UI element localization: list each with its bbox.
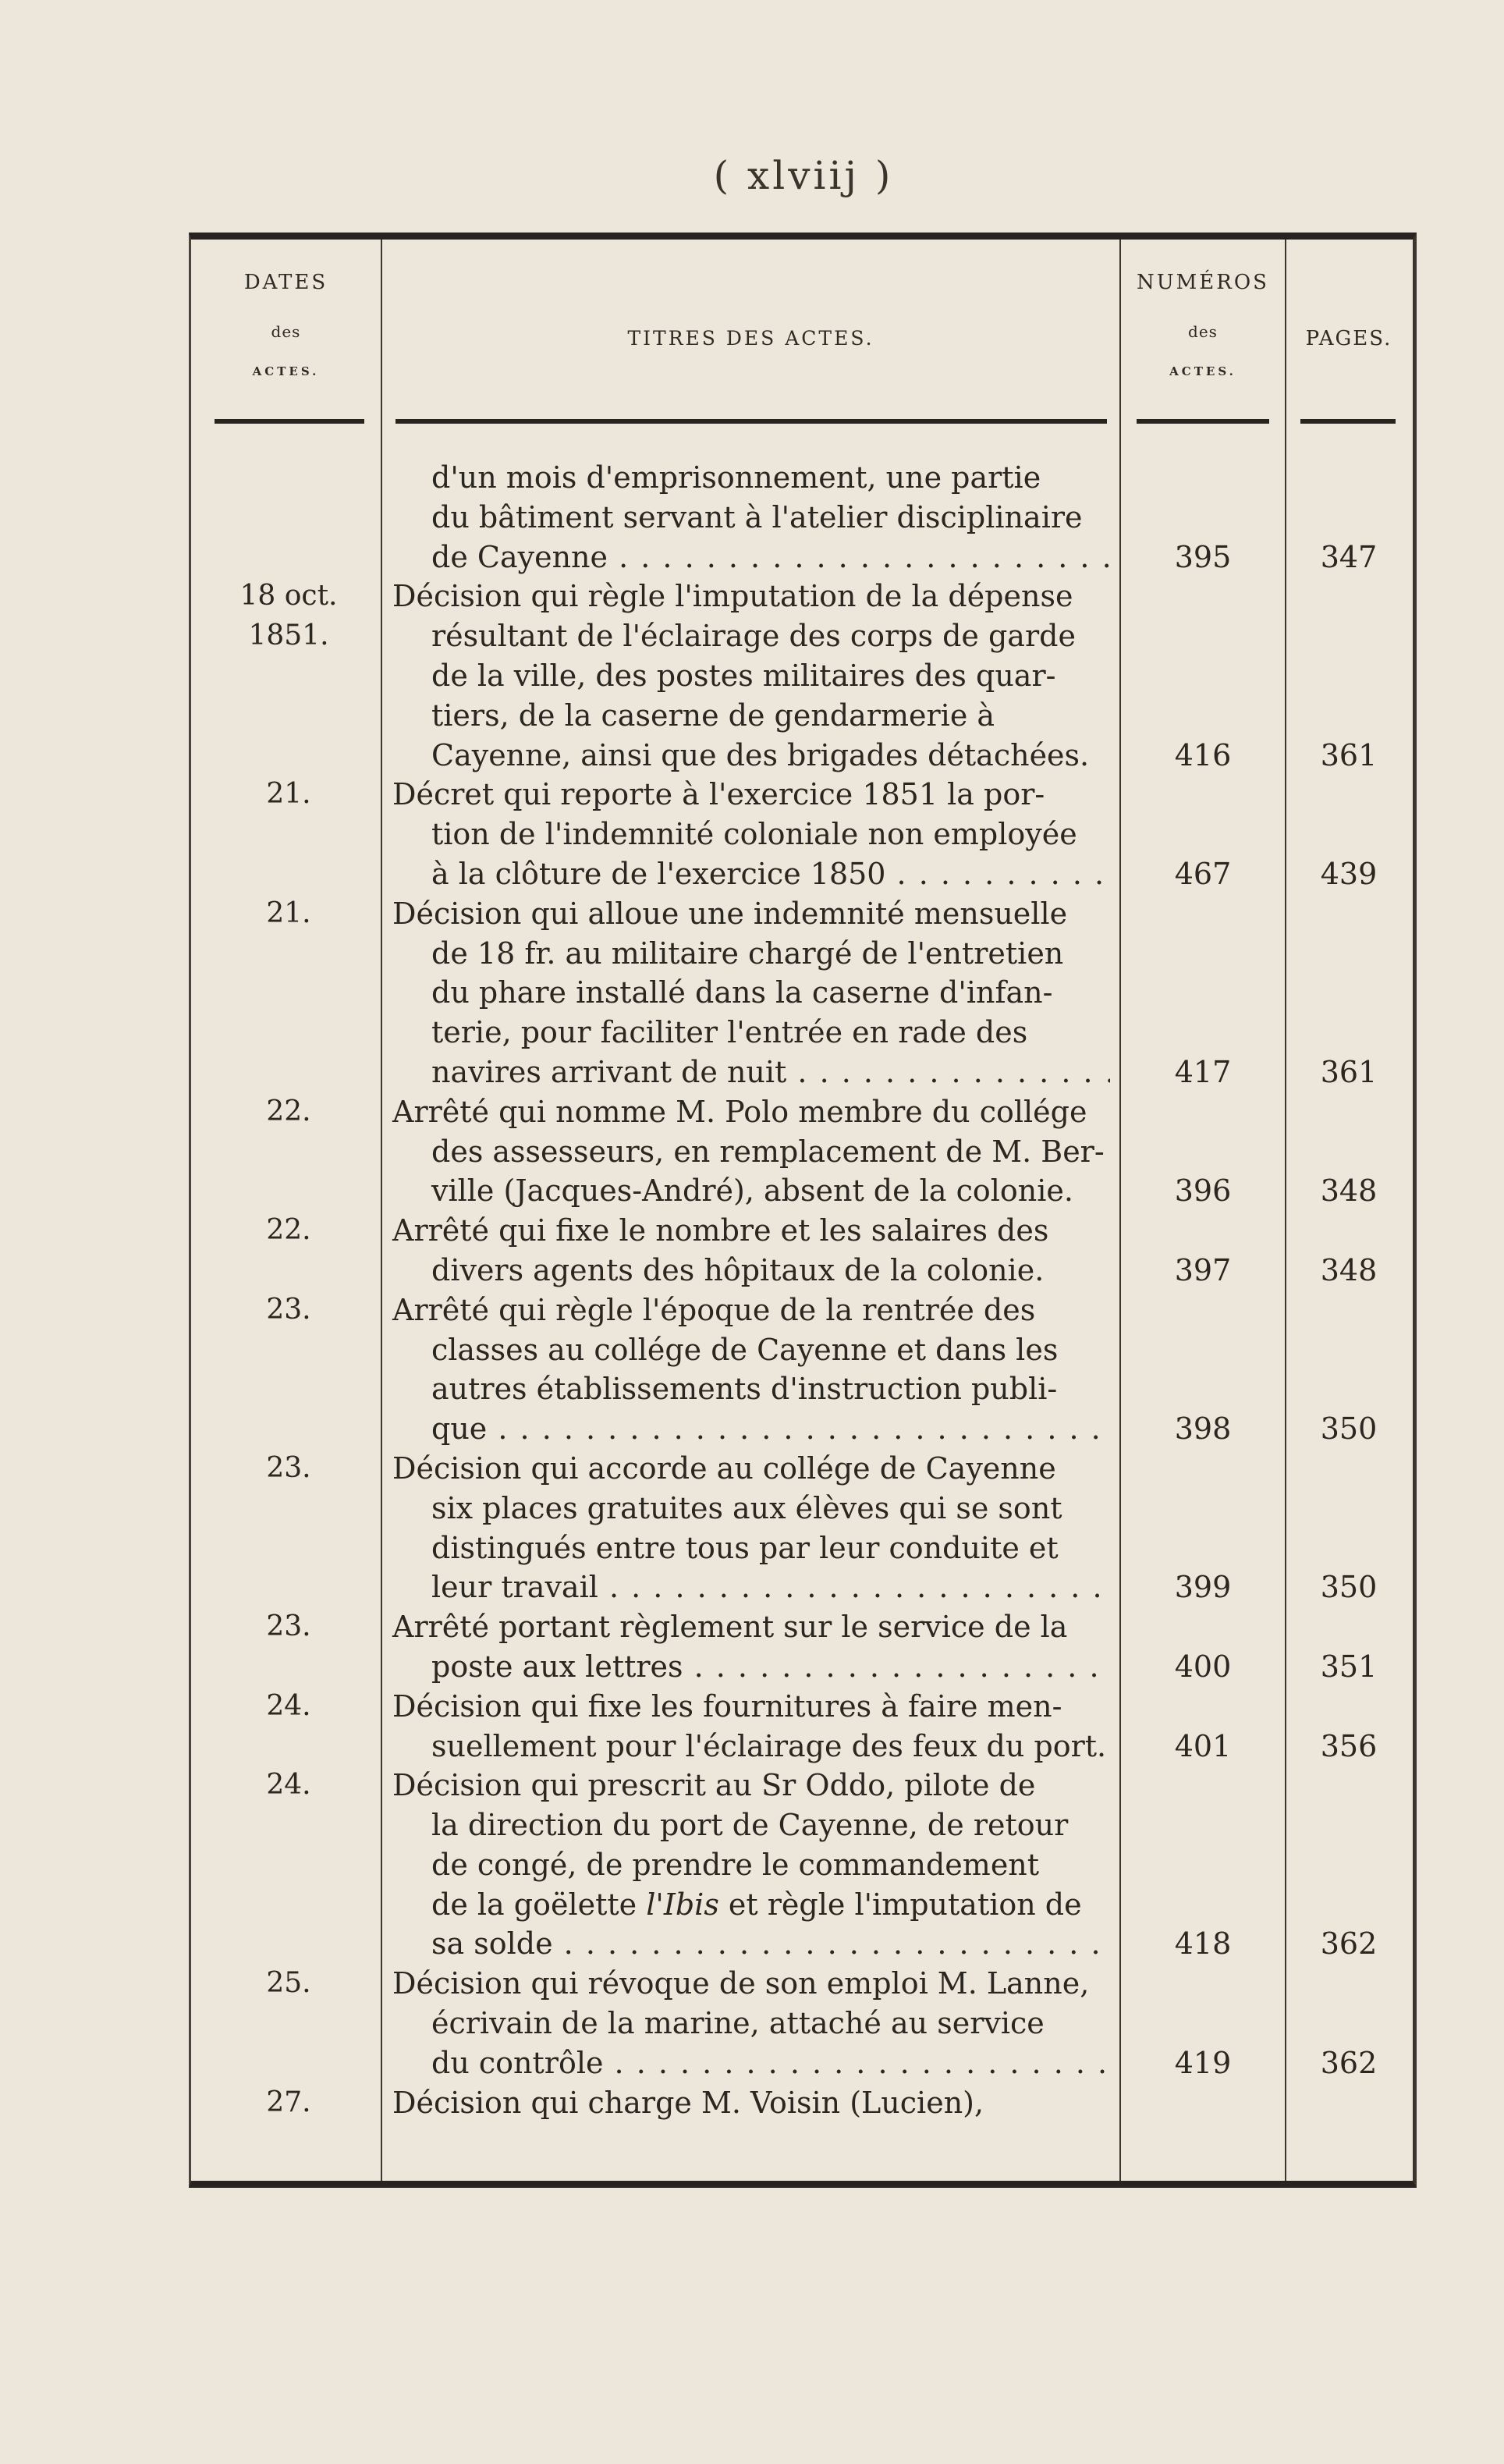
act-number: 399 [1174,1570,1232,1605]
header-pages: PAGES. [1305,327,1392,350]
title-line: classes au collége de Cayenne et dans les [431,1332,1059,1367]
table-row [191,1291,1413,1449]
act-date: 22. [266,1095,311,1127]
act-date: 23. [266,1293,311,1326]
title-line: la direction du port de Cayenne, de retour [431,1808,1069,1843]
title-line: tion de l'indemnité coloniale non employée [431,817,1077,852]
header-numeros-main: NUMÉROS [1137,271,1269,294]
act-date: 24. [266,1769,311,1802]
title-line: Décret qui reporte à l'exercice 1851 la por- [392,777,1045,812]
table-row [191,1211,1413,1291]
header-numeros-sub: des [1188,322,1218,341]
page-number: 362 [1320,2045,1378,2080]
index-table [189,233,1417,2188]
title-line: de la goëlette l'Ibis et règle l'imputation de [431,1887,1082,1922]
table-header [191,240,1413,427]
title-line: que . . . [392,1409,1110,1449]
act-date: 24. [266,1689,311,1722]
act-number: 419 [1174,2045,1232,2080]
table-row [191,1964,1413,2082]
running-head: ( xlviij ) [713,153,894,198]
act-title [392,1211,1110,1291]
title-line: divers agents des hôpitaux de la colonie. [431,1252,1045,1287]
table-row [191,1766,1413,1964]
title-line: résultant de l'éclairage des corps de garde [431,619,1076,654]
act-title [392,894,1110,1092]
page-number: 361 [1320,737,1378,772]
title-line: sa solde . . . [392,1924,1110,1964]
title-line: distingués entre tous par leur conduite et [431,1530,1059,1565]
act-number: 397 [1174,1252,1232,1287]
title-line: Décision qui alloue une indemnité mensuelle [392,896,1068,931]
table-body [191,458,1413,2122]
header-dates [191,271,381,378]
act-date: 18 oct. 1851. [239,580,338,652]
title-line: terie, pour faciliter l'entrée en rade des [431,1015,1028,1050]
title-line: suellement pour l'éclairage des feux du port. [431,1728,1107,1763]
header-titres: TITRES DES ACTES. [627,327,874,350]
act-title [392,1766,1110,1964]
title-line: leur travail . . . [392,1568,1110,1607]
act-title [392,577,1110,775]
act-number: 401 [1174,1728,1232,1763]
title-line: du contrôle . . . [392,2043,1110,2083]
title-line: du phare installé dans la caserne d'infan- [431,975,1053,1010]
title-line: Cayenne, ainsi que des brigades détachées. [431,737,1090,772]
title-line: Décision qui prescrit au Sr Oddo, pilote de [392,1768,1036,1803]
title-line: Décision qui règle l'imputation de la dépense [392,579,1073,614]
title-line: Arrêté qui fixe le nombre et les salaires des [392,1213,1049,1248]
act-date: 22. [266,1214,311,1247]
act-number: 417 [1174,1054,1232,1089]
title-line: écrivain de la marine, attaché au service [431,2006,1045,2041]
title-line: poste aux lettres . . . [392,1647,1110,1687]
title-line: Décision qui révoque de son emploi M. Lanne, [392,1966,1090,2001]
page-number: 362 [1320,1926,1378,1962]
title-line: navires arrivant de nuit . . . [392,1053,1110,1092]
act-title [392,1092,1110,1211]
title-line: Arrêté qui nomme M. Polo membre du collége [392,1094,1087,1129]
act-title [392,775,1110,893]
header-dates-main: DATES [243,271,328,294]
act-date: 27. [266,2086,311,2118]
table-row [191,1449,1413,1607]
page-number: 348 [1320,1252,1378,1287]
act-date: 21. [266,778,311,811]
page-number: 348 [1320,1173,1378,1209]
page-number: 356 [1320,1728,1378,1763]
header-dates-sub: des [271,322,301,341]
page-number: 347 [1320,539,1378,574]
act-number: 418 [1174,1926,1232,1962]
header-numeros-caps: ACTES. [1169,364,1236,378]
title-line: d'un mois d'emprisonnement, une partie [431,460,1041,495]
act-date: 23. [266,1451,311,1484]
act-title [392,1964,1110,2082]
header-rule [1137,419,1269,424]
act-date: 23. [266,1610,311,1643]
act-number: 395 [1174,539,1232,574]
title-line: à la clôture de l'exercice 1850 . . . [392,854,1110,894]
act-date: 21. [266,896,311,929]
header-rule [396,419,1107,424]
act-date: 25. [266,1967,311,2000]
title-line: de la ville, des postes militaires des quar- [431,658,1056,693]
act-title [392,458,1110,577]
page-number: 351 [1320,1649,1378,1684]
table-row [191,775,1413,893]
title-line: de congé, de prendre le commandement [431,1847,1040,1882]
title-line: tiers, de la caserne de gendarmerie à [431,698,995,733]
table-row [191,1607,1413,1687]
title-line: Arrêté qui règle l'époque de la rentrée des [392,1292,1036,1327]
title-line: Décision qui charge M. Voisin (Lucien), [392,2085,984,2120]
table-row [191,577,1413,775]
act-number: 400 [1174,1649,1232,1684]
title-line: ville (Jacques-André), absent de la colonie. [431,1173,1073,1209]
act-title [392,1687,1110,1766]
act-number: 396 [1174,1173,1232,1209]
act-title [392,1449,1110,1607]
title-line: Arrêté portant règlement sur le service de la [392,1610,1068,1645]
title-line: Décision qui fixe les fournitures à faire men- [392,1688,1062,1724]
page-number: 439 [1320,856,1378,891]
title-line: Décision qui accorde au collége de Cayenne [392,1450,1056,1486]
table-row [191,894,1413,1092]
title-line: autres établissements d'instruction publi- [431,1372,1058,1407]
act-title [392,1607,1110,1687]
table-row [191,1687,1413,1766]
table-row [191,2083,1413,2123]
title-line: du bâtiment servant à l'atelier disciplinaire [431,499,1083,534]
table-row [191,458,1413,577]
act-number: 398 [1174,1411,1232,1447]
act-number: 416 [1174,737,1232,772]
title-line: des assesseurs, en remplacement de M. Ber- [431,1134,1105,1169]
act-title [392,2083,1110,2123]
header-dates-caps: ACTES. [252,364,320,378]
title-line: de Cayenne . . . [392,538,1110,577]
header-numeros [1121,271,1285,378]
act-title [392,1291,1110,1449]
act-number: 467 [1174,856,1232,891]
page-number: 350 [1320,1411,1378,1447]
page-number: 350 [1320,1570,1378,1605]
page-number: 361 [1320,1054,1378,1089]
table-row [191,1092,1413,1211]
title-line: six places gratuites aux élèves qui se sont [431,1490,1062,1525]
header-rule [1300,419,1396,424]
title-line: de 18 fr. au militaire chargé de l'entretien [431,936,1064,971]
header-rule [215,419,364,424]
